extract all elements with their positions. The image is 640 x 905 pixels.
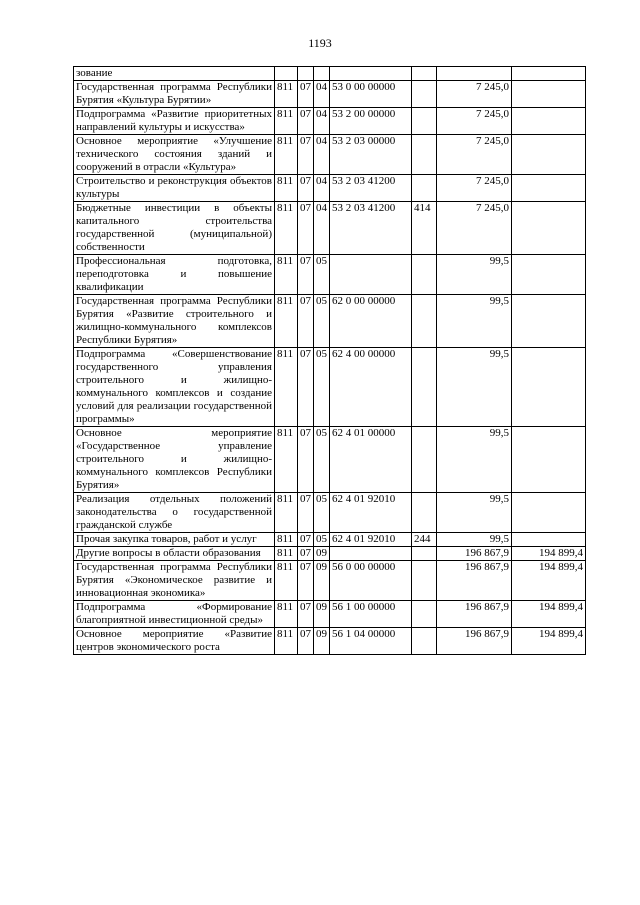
row-name-cell: Основное мероприятие «Государственное управление строительного и жилищно-коммунального комплексов Республики Бурятия»	[74, 427, 275, 493]
table-body	[74, 67, 586, 655]
amount-year1-cell	[437, 67, 512, 81]
target-article-cell	[330, 255, 412, 295]
expense-type-cell	[412, 628, 437, 655]
section-code-cell: 07	[298, 547, 314, 561]
amount-year2-cell: 194 899,4	[512, 561, 586, 601]
row-name-cell: Прочая закупка товаров, работ и услуг	[74, 533, 275, 547]
subsection-code-cell: 04	[314, 135, 330, 175]
row-name-cell: Подпрограмма «Совершенствование государственного управления строительного и жилищно-коммунального комплексов и создание условий для реализации государственной программы»	[74, 348, 275, 427]
expense-type-cell	[412, 427, 437, 493]
row-name-cell: Профессиональная подготовка, переподготовка и повышение квалификации	[74, 255, 275, 295]
section-code-cell: 07	[298, 108, 314, 135]
expense-type-cell	[412, 493, 437, 533]
row-name-cell: Основное мероприятие «Развитие центров экономического роста	[74, 628, 275, 655]
amount-year1-cell: 7 245,0	[437, 135, 512, 175]
amount-year1-cell: 196 867,9	[437, 561, 512, 601]
target-article-cell	[330, 547, 412, 561]
amount-year2-cell: 194 899,4	[512, 601, 586, 628]
amount-year1-cell: 7 245,0	[437, 81, 512, 108]
expense-type-cell	[412, 348, 437, 427]
expense-type-cell	[412, 255, 437, 295]
table-row	[74, 547, 586, 561]
amount-year1-cell: 196 867,9	[437, 601, 512, 628]
section-code-cell: 07	[298, 175, 314, 202]
expense-type-cell: 414	[412, 202, 437, 255]
admin-code-cell: 811	[275, 135, 298, 175]
amount-year2-cell	[512, 175, 586, 202]
subsection-code-cell: 04	[314, 108, 330, 135]
admin-code-cell: 811	[275, 547, 298, 561]
row-name-cell: Основное мероприятие «Улучшение технического состояния зданий и сооружений в отрасли «Культура»	[74, 135, 275, 175]
row-name-cell: зование	[74, 67, 275, 81]
target-article-cell: 56 0 00 00000	[330, 561, 412, 601]
table-row	[74, 175, 586, 202]
admin-code-cell: 811	[275, 561, 298, 601]
amount-year1-cell: 7 245,0	[437, 202, 512, 255]
subsection-code-cell: 09	[314, 561, 330, 601]
table-row	[74, 108, 586, 135]
subsection-code-cell: 05	[314, 493, 330, 533]
table-row	[74, 533, 586, 547]
expense-type-cell	[412, 135, 437, 175]
row-name-cell: Подпрограмма «Развитие приоритетных направлений культуры и искусства»	[74, 108, 275, 135]
section-code-cell: 07	[298, 601, 314, 628]
section-code-cell: 07	[298, 561, 314, 601]
budget-table	[73, 66, 586, 655]
subsection-code-cell: 09	[314, 628, 330, 655]
expense-type-cell	[412, 561, 437, 601]
admin-code-cell: 811	[275, 348, 298, 427]
admin-code-cell: 811	[275, 493, 298, 533]
target-article-cell: 56 1 04 00000	[330, 628, 412, 655]
amount-year2-cell	[512, 533, 586, 547]
amount-year1-cell: 99,5	[437, 255, 512, 295]
subsection-code-cell: 05	[314, 255, 330, 295]
subsection-code-cell: 05	[314, 348, 330, 427]
amount-year1-cell: 7 245,0	[437, 175, 512, 202]
section-code-cell: 07	[298, 427, 314, 493]
amount-year2-cell	[512, 108, 586, 135]
target-article-cell	[330, 67, 412, 81]
row-name-cell: Другие вопросы в области образования	[74, 547, 275, 561]
expense-type-cell	[412, 81, 437, 108]
row-name-cell: Бюджетные инвестиции в объекты капитального строительства государственной (муниципальной) собственности	[74, 202, 275, 255]
amount-year1-cell: 99,5	[437, 533, 512, 547]
section-code-cell: 07	[298, 135, 314, 175]
expense-type-cell: 244	[412, 533, 437, 547]
amount-year2-cell	[512, 202, 586, 255]
table-row	[74, 135, 586, 175]
section-code-cell: 07	[298, 202, 314, 255]
admin-code-cell: 811	[275, 255, 298, 295]
section-code-cell: 07	[298, 81, 314, 108]
section-code-cell: 07	[298, 348, 314, 427]
amount-year2-cell: 194 899,4	[512, 547, 586, 561]
target-article-cell: 53 2 03 41200	[330, 175, 412, 202]
subsection-code-cell: 04	[314, 81, 330, 108]
amount-year1-cell: 99,5	[437, 493, 512, 533]
admin-code-cell: 811	[275, 628, 298, 655]
subsection-code-cell	[314, 67, 330, 81]
subsection-code-cell: 04	[314, 202, 330, 255]
row-name-cell: Реализация отдельных положений законодательства о государственной гражданской службе	[74, 493, 275, 533]
target-article-cell: 53 2 03 00000	[330, 135, 412, 175]
table-row	[74, 601, 586, 628]
amount-year2-cell	[512, 255, 586, 295]
amount-year1-cell: 99,5	[437, 427, 512, 493]
expense-type-cell	[412, 175, 437, 202]
table-row	[74, 202, 586, 255]
row-name-cell: Государственная программа Республики Бурятия «Культура Бурятии»	[74, 81, 275, 108]
subsection-code-cell: 09	[314, 601, 330, 628]
target-article-cell: 53 2 03 41200	[330, 202, 412, 255]
amount-year1-cell: 196 867,9	[437, 547, 512, 561]
subsection-code-cell: 05	[314, 427, 330, 493]
table-row	[74, 67, 586, 81]
subsection-code-cell: 05	[314, 533, 330, 547]
expense-type-cell	[412, 547, 437, 561]
amount-year2-cell	[512, 135, 586, 175]
amount-year2-cell	[512, 81, 586, 108]
amount-year2-cell	[512, 427, 586, 493]
admin-code-cell	[275, 67, 298, 81]
table-row	[74, 295, 586, 348]
admin-code-cell: 811	[275, 175, 298, 202]
target-article-cell: 56 1 00 00000	[330, 601, 412, 628]
amount-year2-cell: 194 899,4	[512, 628, 586, 655]
table-row	[74, 561, 586, 601]
section-code-cell: 07	[298, 255, 314, 295]
section-code-cell: 07	[298, 295, 314, 348]
amount-year2-cell	[512, 348, 586, 427]
subsection-code-cell: 04	[314, 175, 330, 202]
target-article-cell: 53 2 00 00000	[330, 108, 412, 135]
row-name-cell: Государственная программа Республики Бурятия «Экономическое развитие и инновационная экономика»	[74, 561, 275, 601]
amount-year1-cell: 196 867,9	[437, 628, 512, 655]
table-row	[74, 81, 586, 108]
target-article-cell: 62 4 01 92010	[330, 533, 412, 547]
table-row	[74, 427, 586, 493]
expense-type-cell	[412, 108, 437, 135]
amount-year1-cell: 99,5	[437, 348, 512, 427]
admin-code-cell: 811	[275, 427, 298, 493]
admin-code-cell: 811	[275, 601, 298, 628]
target-article-cell: 62 4 01 92010	[330, 493, 412, 533]
table-row	[74, 348, 586, 427]
row-name-cell: Строительство и реконструкция объектов культуры	[74, 175, 275, 202]
target-article-cell: 62 4 01 00000	[330, 427, 412, 493]
admin-code-cell: 811	[275, 295, 298, 348]
section-code-cell: 07	[298, 628, 314, 655]
admin-code-cell: 811	[275, 202, 298, 255]
table-row	[74, 493, 586, 533]
amount-year1-cell: 99,5	[437, 295, 512, 348]
target-article-cell: 62 0 00 00000	[330, 295, 412, 348]
table-row	[74, 628, 586, 655]
admin-code-cell: 811	[275, 533, 298, 547]
target-article-cell: 53 0 00 00000	[330, 81, 412, 108]
section-code-cell	[298, 67, 314, 81]
admin-code-cell: 811	[275, 108, 298, 135]
amount-year2-cell	[512, 493, 586, 533]
amount-year2-cell	[512, 67, 586, 81]
expense-type-cell	[412, 601, 437, 628]
section-code-cell: 07	[298, 493, 314, 533]
subsection-code-cell: 09	[314, 547, 330, 561]
admin-code-cell: 811	[275, 81, 298, 108]
row-name-cell: Государственная программа Республики Бурятия «Развитие строительного и жилищно-коммунального комплексов Республики Бурятия»	[74, 295, 275, 348]
row-name-cell: Подпрограмма «Формирование благоприятной инвестиционной среды»	[74, 601, 275, 628]
table-row	[74, 255, 586, 295]
expense-type-cell	[412, 295, 437, 348]
expense-type-cell	[412, 67, 437, 81]
amount-year2-cell	[512, 295, 586, 348]
target-article-cell: 62 4 00 00000	[330, 348, 412, 427]
subsection-code-cell: 05	[314, 295, 330, 348]
amount-year1-cell: 7 245,0	[437, 108, 512, 135]
page-number: 1193	[308, 36, 332, 50]
section-code-cell: 07	[298, 533, 314, 547]
